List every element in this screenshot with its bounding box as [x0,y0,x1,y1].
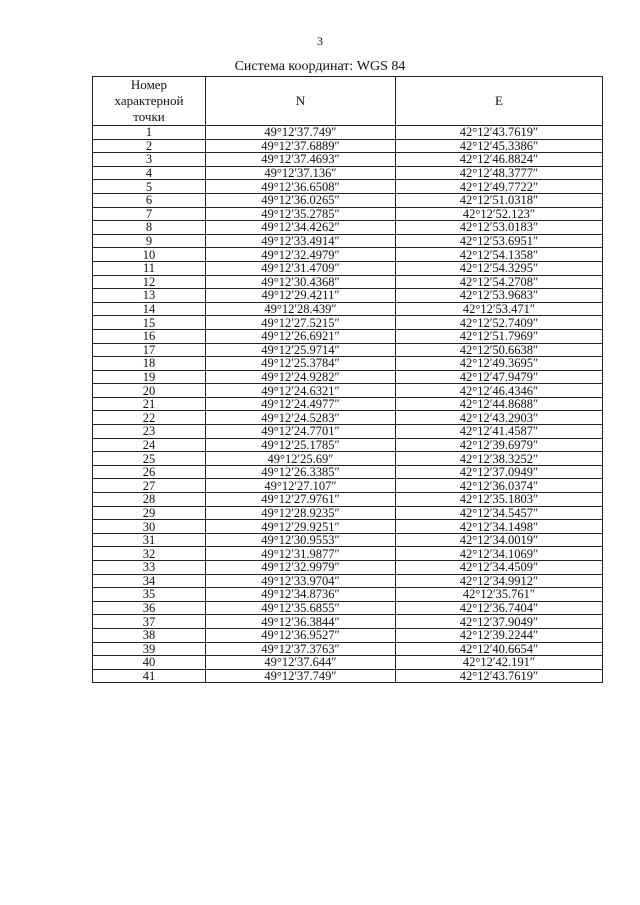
point-number-cell: 21 [93,397,206,411]
point-number-cell: 26 [93,465,206,479]
east-coordinate-cell: 42°12′42.191″ [396,656,603,670]
north-coordinate-cell: 49°12′26.6921″ [206,329,396,343]
table-row [93,139,603,153]
point-number-cell: 3 [93,153,206,167]
east-coordinate-cell: 42°12′53.471″ [396,302,603,316]
east-coordinate-cell: 42°12′51.0318″ [396,193,603,207]
east-coordinate-cell: 42°12′34.1069″ [396,547,603,561]
table-row [93,357,603,371]
east-coordinate-cell: 42°12′43.7619″ [396,669,603,683]
table-row [93,193,603,207]
east-coordinate-cell: 42°12′48.3777″ [396,166,603,180]
north-coordinate-cell: 49°12′34.4262″ [206,221,396,235]
table-row [93,493,603,507]
north-coordinate-cell: 49°12′34.8736″ [206,588,396,602]
table-row [93,479,603,493]
point-number-cell: 40 [93,656,206,670]
north-coordinate-cell: 49°12′35.2785″ [206,207,396,221]
coordinates-table [92,76,603,683]
east-coordinate-cell: 42°12′54.1358″ [396,248,603,262]
point-number-cell: 34 [93,574,206,588]
point-number-cell: 4 [93,166,206,180]
north-coordinate-cell: 49°12′37.136″ [206,166,396,180]
table-row [93,669,603,683]
north-coordinate-cell: 49°12′27.5215″ [206,316,396,330]
table-row [93,234,603,248]
point-number-cell: 8 [93,221,206,235]
table-row [93,615,603,629]
north-coordinate-cell: 49°12′37.749″ [206,669,396,683]
table-row [93,411,603,425]
point-number-cell: 5 [93,180,206,194]
point-number-cell: 16 [93,329,206,343]
north-coordinate-cell: 49°12′29.9251″ [206,520,396,534]
east-coordinate-cell: 42°12′39.2244″ [396,628,603,642]
north-coordinate-cell: 49°12′28.9235″ [206,506,396,520]
point-number-cell: 22 [93,411,206,425]
east-coordinate-cell: 42°12′50.6638″ [396,343,603,357]
east-coordinate-cell: 42°12′44.8688″ [396,397,603,411]
north-coordinate-cell: 49°12′24.6321″ [206,384,396,398]
point-number-cell: 1 [93,126,206,140]
east-coordinate-cell: 42°12′52.123″ [396,207,603,221]
table-row [93,656,603,670]
table-row [93,384,603,398]
point-number-cell: 2 [93,139,206,153]
header-north: N [206,77,396,126]
point-number-cell: 35 [93,588,206,602]
east-coordinate-cell: 42°12′46.8824″ [396,153,603,167]
north-coordinate-cell: 49°12′30.4368″ [206,275,396,289]
point-number-cell: 33 [93,561,206,575]
table-row [93,574,603,588]
north-coordinate-cell: 49°12′24.5283″ [206,411,396,425]
east-coordinate-cell: 42°12′37.0949″ [396,465,603,479]
east-coordinate-cell: 42°12′45.3386″ [396,139,603,153]
north-coordinate-cell: 49°12′33.4914″ [206,234,396,248]
east-coordinate-cell: 42°12′43.7619″ [396,126,603,140]
north-coordinate-cell: 49°12′30.9553″ [206,533,396,547]
east-coordinate-cell: 42°12′34.9912″ [396,574,603,588]
table-row [93,465,603,479]
north-coordinate-cell: 49°12′32.4979″ [206,248,396,262]
east-coordinate-cell: 42°12′54.3295″ [396,261,603,275]
table-header-row [93,77,603,126]
point-number-cell: 25 [93,452,206,466]
north-coordinate-cell: 49°12′27.9761″ [206,493,396,507]
point-number-cell: 41 [93,669,206,683]
east-coordinate-cell: 42°12′38.3252″ [396,452,603,466]
north-coordinate-cell: 49°12′37.4693″ [206,153,396,167]
east-coordinate-cell: 42°12′36.0374″ [396,479,603,493]
point-number-cell: 37 [93,615,206,629]
point-number-cell: 10 [93,248,206,262]
point-number-cell: 15 [93,316,206,330]
table-row [93,221,603,235]
point-number-cell: 17 [93,343,206,357]
east-coordinate-cell: 42°12′34.4509″ [396,561,603,575]
north-coordinate-cell: 49°12′37.6889″ [206,139,396,153]
north-coordinate-cell: 49°12′27.107″ [206,479,396,493]
point-number-cell: 28 [93,493,206,507]
table-row [93,207,603,221]
north-coordinate-cell: 49°12′25.69″ [206,452,396,466]
header-point-line-2: характерной [114,93,184,108]
table-row [93,628,603,642]
east-coordinate-cell: 42°12′51.7969″ [396,329,603,343]
point-number-cell: 6 [93,193,206,207]
east-coordinate-cell: 42°12′36.7404″ [396,601,603,615]
north-coordinate-cell: 49°12′36.3844″ [206,615,396,629]
table-row [93,302,603,316]
table-row [93,126,603,140]
point-number-cell: 23 [93,425,206,439]
table-row [93,601,603,615]
east-coordinate-cell: 42°12′54.2708″ [396,275,603,289]
north-coordinate-cell: 49°12′37.3763″ [206,642,396,656]
north-coordinate-cell: 49°12′24.9282″ [206,370,396,384]
point-number-cell: 30 [93,520,206,534]
point-number-cell: 31 [93,533,206,547]
north-coordinate-cell: 49°12′25.3784″ [206,357,396,371]
table-row [93,166,603,180]
north-coordinate-cell: 49°12′31.4709″ [206,261,396,275]
east-coordinate-cell: 42°12′47.9479″ [396,370,603,384]
north-coordinate-cell: 49°12′26.3385″ [206,465,396,479]
point-number-cell: 19 [93,370,206,384]
north-coordinate-cell: 49°12′24.4977″ [206,397,396,411]
east-coordinate-cell: 42°12′43.2903″ [396,411,603,425]
east-coordinate-cell: 42°12′53.0183″ [396,221,603,235]
header-point-line-1: Номер [130,77,168,92]
east-coordinate-cell: 42°12′53.6951″ [396,234,603,248]
point-number-cell: 36 [93,601,206,615]
east-coordinate-cell: 42°12′52.7409″ [396,316,603,330]
table-row [93,438,603,452]
north-coordinate-cell: 49°12′37.644″ [206,656,396,670]
page-number: 3 [317,34,323,48]
east-coordinate-cell: 42°12′40.6654″ [396,642,603,656]
point-number-cell: 27 [93,479,206,493]
table-row [93,533,603,547]
table-row [93,520,603,534]
header-point-line-3: точки [133,109,165,124]
table-row [93,316,603,330]
table-row [93,261,603,275]
east-coordinate-cell: 42°12′34.1498″ [396,520,603,534]
table-row [93,425,603,439]
east-coordinate-cell: 42°12′35.761″ [396,588,603,602]
point-number-cell: 18 [93,357,206,371]
north-coordinate-cell: 49°12′36.6508″ [206,180,396,194]
east-coordinate-cell: 42°12′34.5457″ [396,506,603,520]
table-row [93,506,603,520]
header-point-number [93,77,206,126]
north-coordinate-cell: 49°12′31.9877″ [206,547,396,561]
east-coordinate-cell: 42°12′41.4587″ [396,425,603,439]
east-coordinate-cell: 42°12′34.0019″ [396,533,603,547]
north-coordinate-cell: 49°12′29.4211″ [206,289,396,303]
east-coordinate-cell: 42°12′37.9049″ [396,615,603,629]
point-number-cell: 39 [93,642,206,656]
header-east: E [396,77,603,126]
table-row [93,275,603,289]
table-row [93,561,603,575]
point-number-cell: 38 [93,628,206,642]
point-number-cell: 20 [93,384,206,398]
north-coordinate-cell: 49°12′28.439″ [206,302,396,316]
table-row [93,329,603,343]
north-coordinate-cell: 49°12′25.9714″ [206,343,396,357]
north-coordinate-cell: 49°12′37.749″ [206,126,396,140]
east-coordinate-cell: 42°12′49.7722″ [396,180,603,194]
east-coordinate-cell: 42°12′53.9683″ [396,289,603,303]
north-coordinate-cell: 49°12′32.9979″ [206,561,396,575]
point-number-cell: 29 [93,506,206,520]
east-coordinate-cell: 42°12′49.3695″ [396,357,603,371]
east-coordinate-cell: 42°12′46.4346″ [396,384,603,398]
north-coordinate-cell: 49°12′36.0265″ [206,193,396,207]
north-coordinate-cell: 49°12′33.9704″ [206,574,396,588]
point-number-cell: 7 [93,207,206,221]
table-row [93,343,603,357]
point-number-cell: 24 [93,438,206,452]
north-coordinate-cell: 49°12′36.9527″ [206,628,396,642]
table-row [93,153,603,167]
point-number-cell: 9 [93,234,206,248]
point-number-cell: 13 [93,289,206,303]
table-row [93,248,603,262]
table-row [93,642,603,656]
east-coordinate-cell: 42°12′39.6979″ [396,438,603,452]
north-coordinate-cell: 49°12′24.7701″ [206,425,396,439]
table-row [93,370,603,384]
point-number-cell: 12 [93,275,206,289]
table-row [93,588,603,602]
coordinate-system-title: Система координат: WGS 84 [234,59,406,74]
table-row [93,397,603,411]
table-row [93,289,603,303]
point-number-cell: 14 [93,302,206,316]
table-row [93,547,603,561]
north-coordinate-cell: 49°12′25.1785″ [206,438,396,452]
table-body [93,126,603,683]
point-number-cell: 11 [93,261,206,275]
table-row [93,180,603,194]
point-number-cell: 32 [93,547,206,561]
table-row [93,452,603,466]
north-coordinate-cell: 49°12′35.6855″ [206,601,396,615]
east-coordinate-cell: 42°12′35.1803″ [396,493,603,507]
